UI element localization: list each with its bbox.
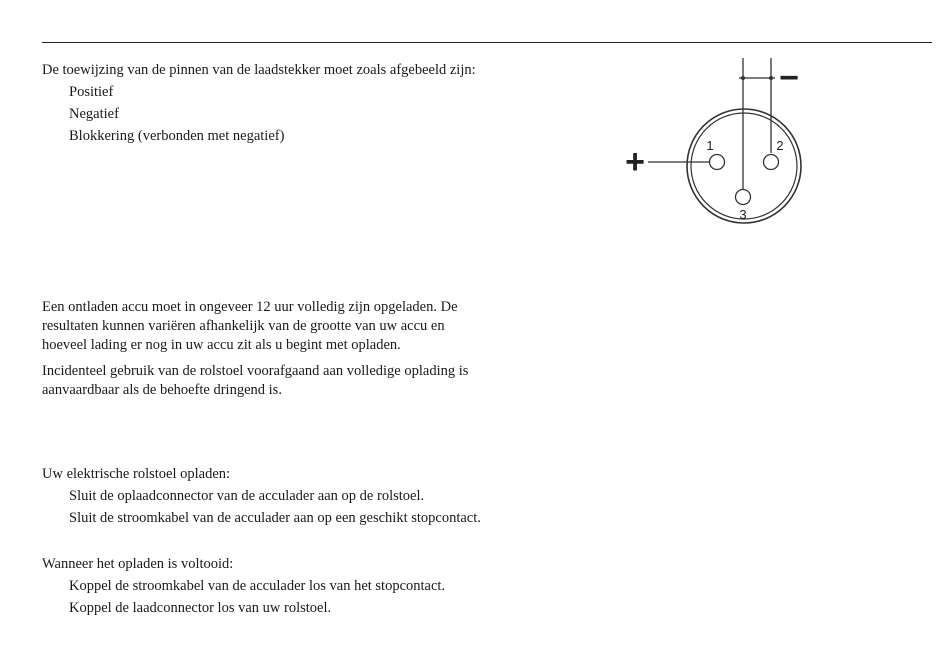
charging-steps-section (42, 463, 562, 529)
top-rule (42, 42, 932, 43)
junction-dot-right (769, 76, 773, 80)
charging-steps-intro: Uw elektrische rolstoel opladen: (42, 466, 231, 482)
plus-sign: + (625, 143, 645, 181)
pin-2 (764, 155, 779, 170)
charging-done-section (42, 553, 562, 619)
pin-item-negative: Negatief (69, 106, 119, 122)
pin-label-1: 1 (706, 138, 714, 153)
pin-item-positive: Positief (69, 84, 114, 100)
junction-dot-left (741, 76, 745, 80)
charging-done-intro: Wanneer het opladen is voltooid: (42, 556, 234, 572)
pin-3 (736, 190, 751, 205)
connector-outer-ring (687, 109, 801, 223)
pin-label-3: 3 (739, 207, 747, 222)
pin-1 (710, 155, 725, 170)
pin-item-blocking: Blokkering (verbonden met negatief) (69, 128, 285, 144)
pin-assignment-intro: De toewijzing van de pinnen van de laadstekker moet zoals afgebeeld zijn: (42, 62, 476, 78)
charging-step-2: Sluit de stroomkabel van de acculader aan op een geschikt stopcontact. (69, 510, 481, 526)
charging-done-step-1: Koppel de stroomkabel van de acculader los van het stopcontact. (69, 578, 446, 594)
charger-plug-pin-diagram (615, 52, 815, 227)
charging-step-1: Sluit de oplaadconnector van de acculader aan op de rolstoel. (69, 488, 425, 504)
charging-info-section (42, 298, 562, 400)
pin-assignment-section (42, 59, 562, 147)
incidental-use-paragraph: Incidenteel gebruik van de rolstoel voorafgaand aan volledige oplading is aanvaardbaar als de behoefte dringend is. (42, 363, 469, 398)
minus-sign: − (779, 59, 799, 97)
charging-time-paragraph: Een ontladen accu moet in ongeveer 12 uur volledig zijn opgeladen. De resultaten kunnen variëren afhankelijk van de grootte van uw accu en hoeveel lading er nog in uw accu zit als u begint met opladen. (42, 299, 458, 353)
charging-done-step-2: Koppel de laadconnector los van uw rolstoel. (69, 600, 332, 616)
pin-label-2: 2 (776, 138, 784, 153)
